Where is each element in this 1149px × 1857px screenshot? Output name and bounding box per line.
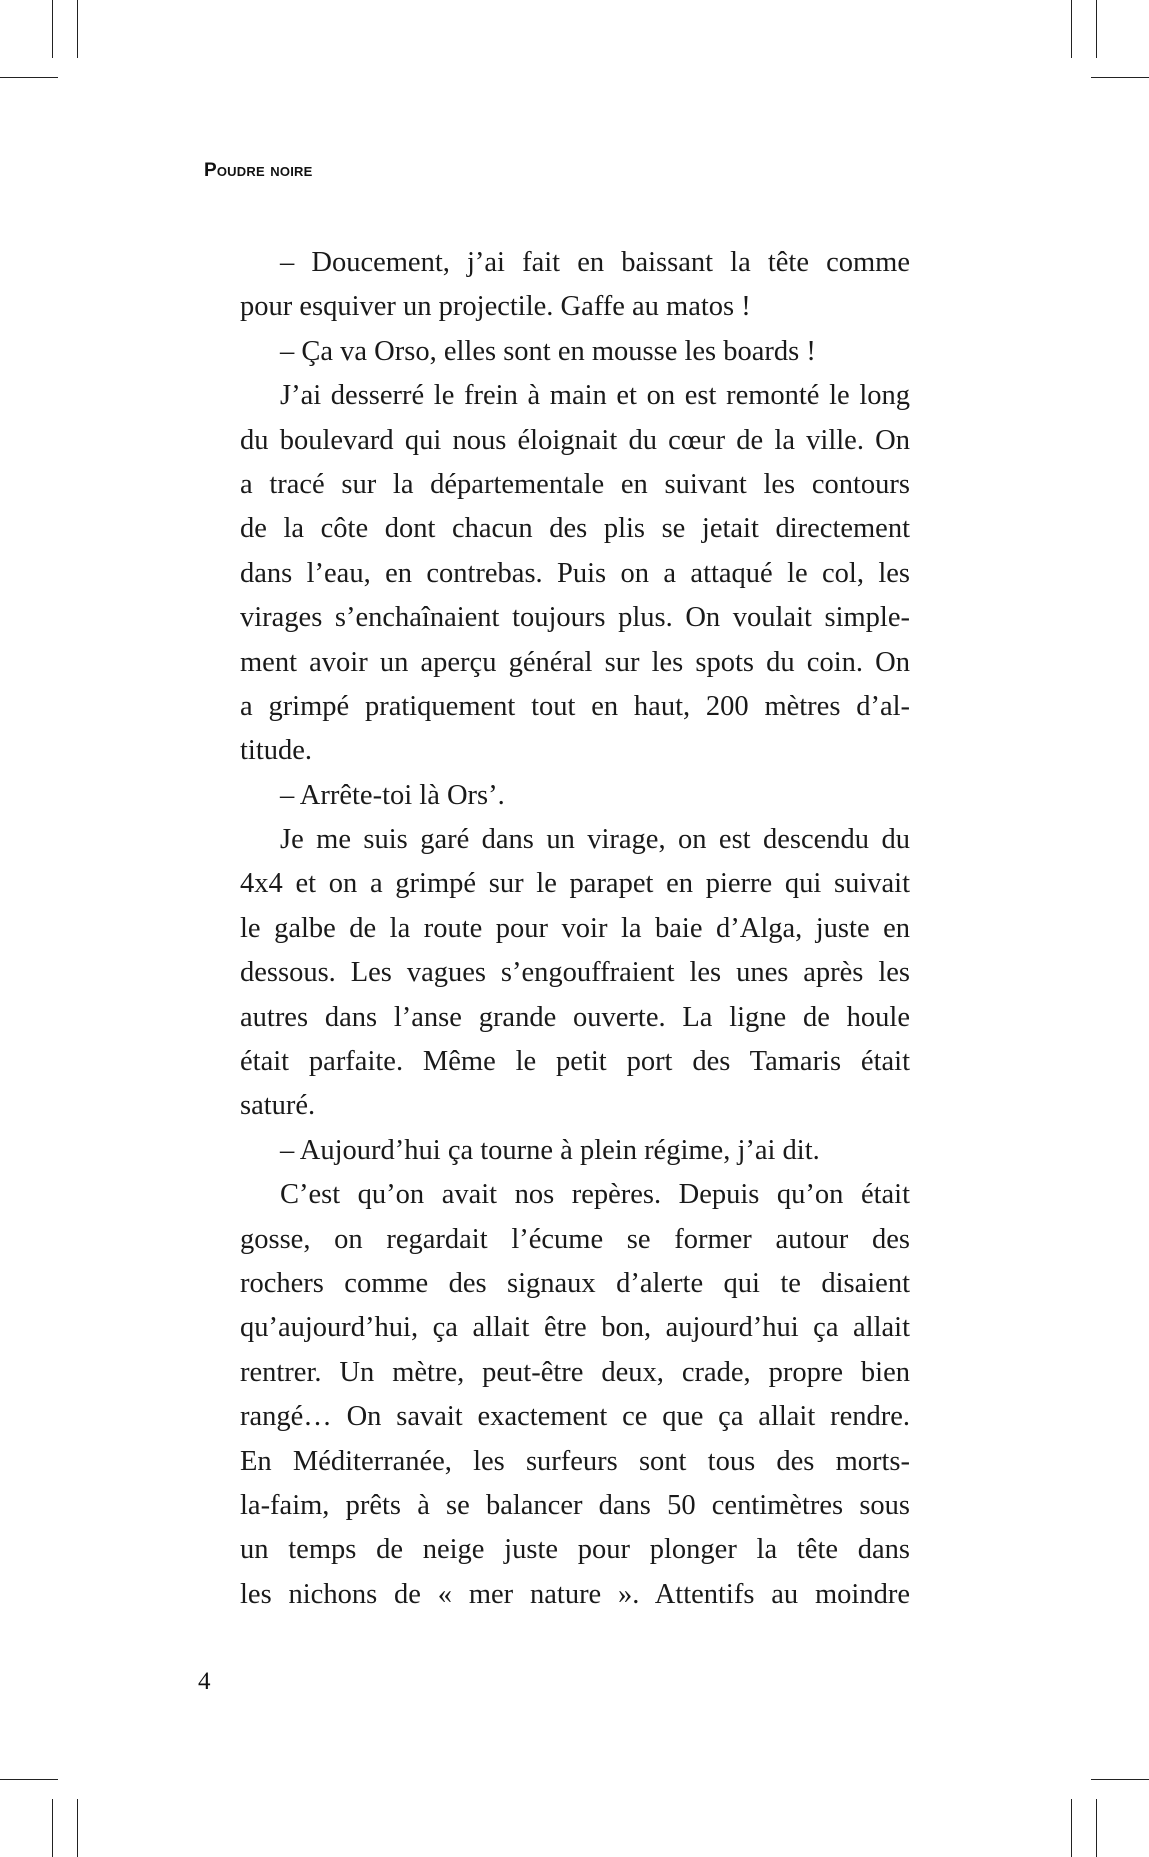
crop-mark: [0, 1779, 58, 1780]
text-line: un temps de neige juste pour plonger la tête dans: [240, 1534, 910, 1566]
text-line: J’ai desserré le frein à main et on est remonté le long: [280, 380, 910, 412]
crop-mark: [1071, 0, 1072, 58]
text-line: – Arrête-toi là Ors’.: [280, 779, 505, 811]
text-line: a grimpé pratiquement tout en haut, 200 mètres d’al-: [240, 690, 910, 722]
text-line: gosse, on regardait l’écume se former autour des: [240, 1223, 910, 1255]
text-line: rochers comme des signaux d’alerte qui te disaient: [240, 1267, 910, 1299]
crop-mark: [52, 1799, 53, 1857]
crop-mark: [0, 77, 58, 78]
crop-mark: [1091, 1779, 1149, 1780]
crop-mark: [1096, 1799, 1097, 1857]
running-head: Poudre noire: [204, 160, 313, 181]
text-line: 4x4 et on a grimpé sur le parapet en pierre qui suivait: [240, 868, 910, 900]
text-line: a tracé sur la départementale en suivant les contours: [240, 468, 910, 500]
text-line: dessous. Les vagues s’engouffraient les unes après les: [240, 957, 910, 989]
text-line: titude.: [240, 735, 313, 767]
text-line: rentrer. Un mètre, peut-être deux, crade, propre bien: [240, 1356, 910, 1388]
text-line: virages s’enchaînaient toujours plus. On voulait simple-: [240, 602, 910, 634]
text-line: En Méditerranée, les surfeurs sont tous des morts-: [240, 1445, 910, 1477]
text-line: – Aujourd’hui ça tourne à plein régime, j’ai dit.: [280, 1134, 820, 1166]
text-line: C’est qu’on avait nos repères. Depuis qu’on était: [280, 1179, 910, 1211]
crop-mark: [1071, 1799, 1072, 1857]
text-line: saturé.: [240, 1090, 316, 1122]
text-line: les nichons de « mer nature ». Attentifs au moindre: [240, 1578, 910, 1610]
text-line: – Ça va Orso, elles sont en mousse les boards !: [280, 335, 816, 367]
crop-mark: [77, 0, 78, 58]
text-line: Je me suis garé dans un virage, on est descendu du: [280, 824, 910, 856]
text-line: la-faim, prêts à se balancer dans 50 centimètres sous: [240, 1489, 910, 1521]
body-text: [240, 241, 910, 1617]
text-line: autres dans l’anse grande ouverte. La ligne de houle: [240, 1001, 910, 1033]
crop-mark: [1096, 0, 1097, 58]
text-line: le galbe de la route pour voir la baie d’Alga, juste en: [240, 912, 910, 944]
crop-mark: [77, 1799, 78, 1857]
text-line: de la côte dont chacun des plis se jetait directement: [240, 513, 910, 545]
text-line: dans l’eau, en contrebas. Puis on a attaqué le col, les: [240, 557, 910, 589]
crop-mark: [1091, 77, 1149, 78]
text-line: rangé… On savait exactement ce que ça allait rendre.: [240, 1401, 910, 1433]
text-line: qu’aujourd’hui, ça allait être bon, aujourd’hui ça allait: [240, 1312, 910, 1344]
text-line: pour esquiver un projectile. Gaffe au matos !: [240, 291, 751, 323]
crop-mark: [52, 0, 53, 58]
page-number: 4: [198, 1668, 211, 1695]
text-line: du boulevard qui nous éloignait du cœur de la ville. On: [240, 424, 910, 456]
text-line: était parfaite. Même le petit port des Tamaris était: [240, 1046, 910, 1078]
text-line: ment avoir un aperçu général sur les spots du coin. On: [240, 646, 910, 678]
text-line: – Doucement, j’ai fait en baissant la tête comme: [280, 247, 910, 278]
